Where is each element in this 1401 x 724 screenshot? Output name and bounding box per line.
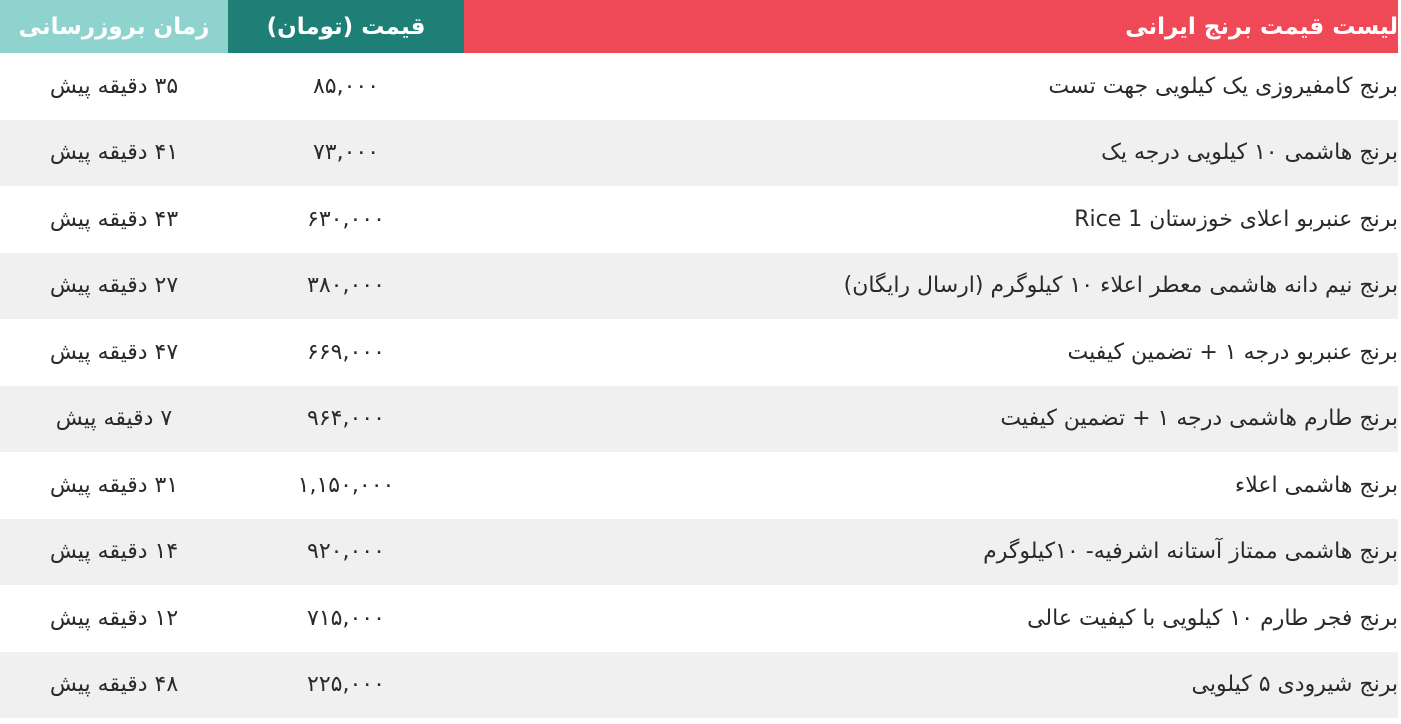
table-title: لیست قیمت برنج ایرانی (464, 0, 1398, 53)
product-name-cell: برنج کامفیروزی یک کیلویی جهت تست (464, 53, 1398, 120)
price-cell: ۷۱۵,۰۰۰ (228, 585, 464, 652)
table-row (0, 652, 1398, 719)
product-name-cell: برنج فجر طارم ۱۰ کیلویی با کیفیت عالی (464, 585, 1398, 652)
update-time-cell: ۴۳ دقیقه پیش (0, 186, 228, 253)
header-row (0, 0, 1398, 53)
price-cell: ۷۳,۰۰۰ (228, 120, 464, 187)
table-row (0, 319, 1398, 386)
table-row (0, 120, 1398, 187)
table-row (0, 253, 1398, 320)
price-cell: ۳۸۰,۰۰۰ (228, 253, 464, 320)
update-time-cell: ۴۱ دقیقه پیش (0, 120, 228, 187)
table-row (0, 452, 1398, 519)
table-header (0, 0, 1398, 53)
table-row (0, 585, 1398, 652)
price-cell: ۹۶۴,۰۰۰ (228, 386, 464, 453)
table-body (0, 53, 1398, 718)
table-row (0, 53, 1398, 120)
price-header: قیمت (تومان) (228, 0, 464, 53)
update-time-cell: ۳۱ دقیقه پیش (0, 452, 228, 519)
update-time-cell: ۳۵ دقیقه پیش (0, 53, 228, 120)
product-name-cell: برنج عنبربو درجه ۱ + تضمین کیفیت (464, 319, 1398, 386)
product-name-cell: برنج عنبربو اعلای خوزستان Rice 1 (464, 186, 1398, 253)
product-name-cell: برنج نیم دانه هاشمی معطر اعلاء ۱۰ کیلوگرم (ارسال رایگان) (464, 253, 1398, 320)
price-cell: ۹۲۰,۰۰۰ (228, 519, 464, 586)
price-cell: ۶۶۹,۰۰۰ (228, 319, 464, 386)
update-time-cell: ۱۲ دقیقه پیش (0, 585, 228, 652)
update-time-cell: ۱۴ دقیقه پیش (0, 519, 228, 586)
price-cell: ۱,۱۵۰,۰۰۰ (228, 452, 464, 519)
product-name-cell: برنج هاشمی ۱۰ کیلویی درجه یک (464, 120, 1398, 187)
update-time-header: زمان بروزرسانی (0, 0, 228, 53)
price-cell: ۶۳۰,۰۰۰ (228, 186, 464, 253)
table-row (0, 519, 1398, 586)
product-name-cell: برنج شیرودی ۵ کیلویی (464, 652, 1398, 719)
update-time-cell: ۲۷ دقیقه پیش (0, 253, 228, 320)
product-name-cell: برنج هاشمی ممتاز آستانه اشرفیه- ۱۰کیلوگرم (464, 519, 1398, 586)
price-cell: ۸۵,۰۰۰ (228, 53, 464, 120)
table-row (0, 386, 1398, 453)
table-row (0, 186, 1398, 253)
price-cell: ۲۲۵,۰۰۰ (228, 652, 464, 719)
update-time-cell: ۷ دقیقه پیش (0, 386, 228, 453)
update-time-cell: ۴۸ دقیقه پیش (0, 652, 228, 719)
update-time-cell: ۴۷ دقیقه پیش (0, 319, 228, 386)
product-name-cell: برنج هاشمی اعلاء (464, 452, 1398, 519)
product-name-cell: برنج طارم هاشمی درجه ۱ + تضمین کیفیت (464, 386, 1398, 453)
